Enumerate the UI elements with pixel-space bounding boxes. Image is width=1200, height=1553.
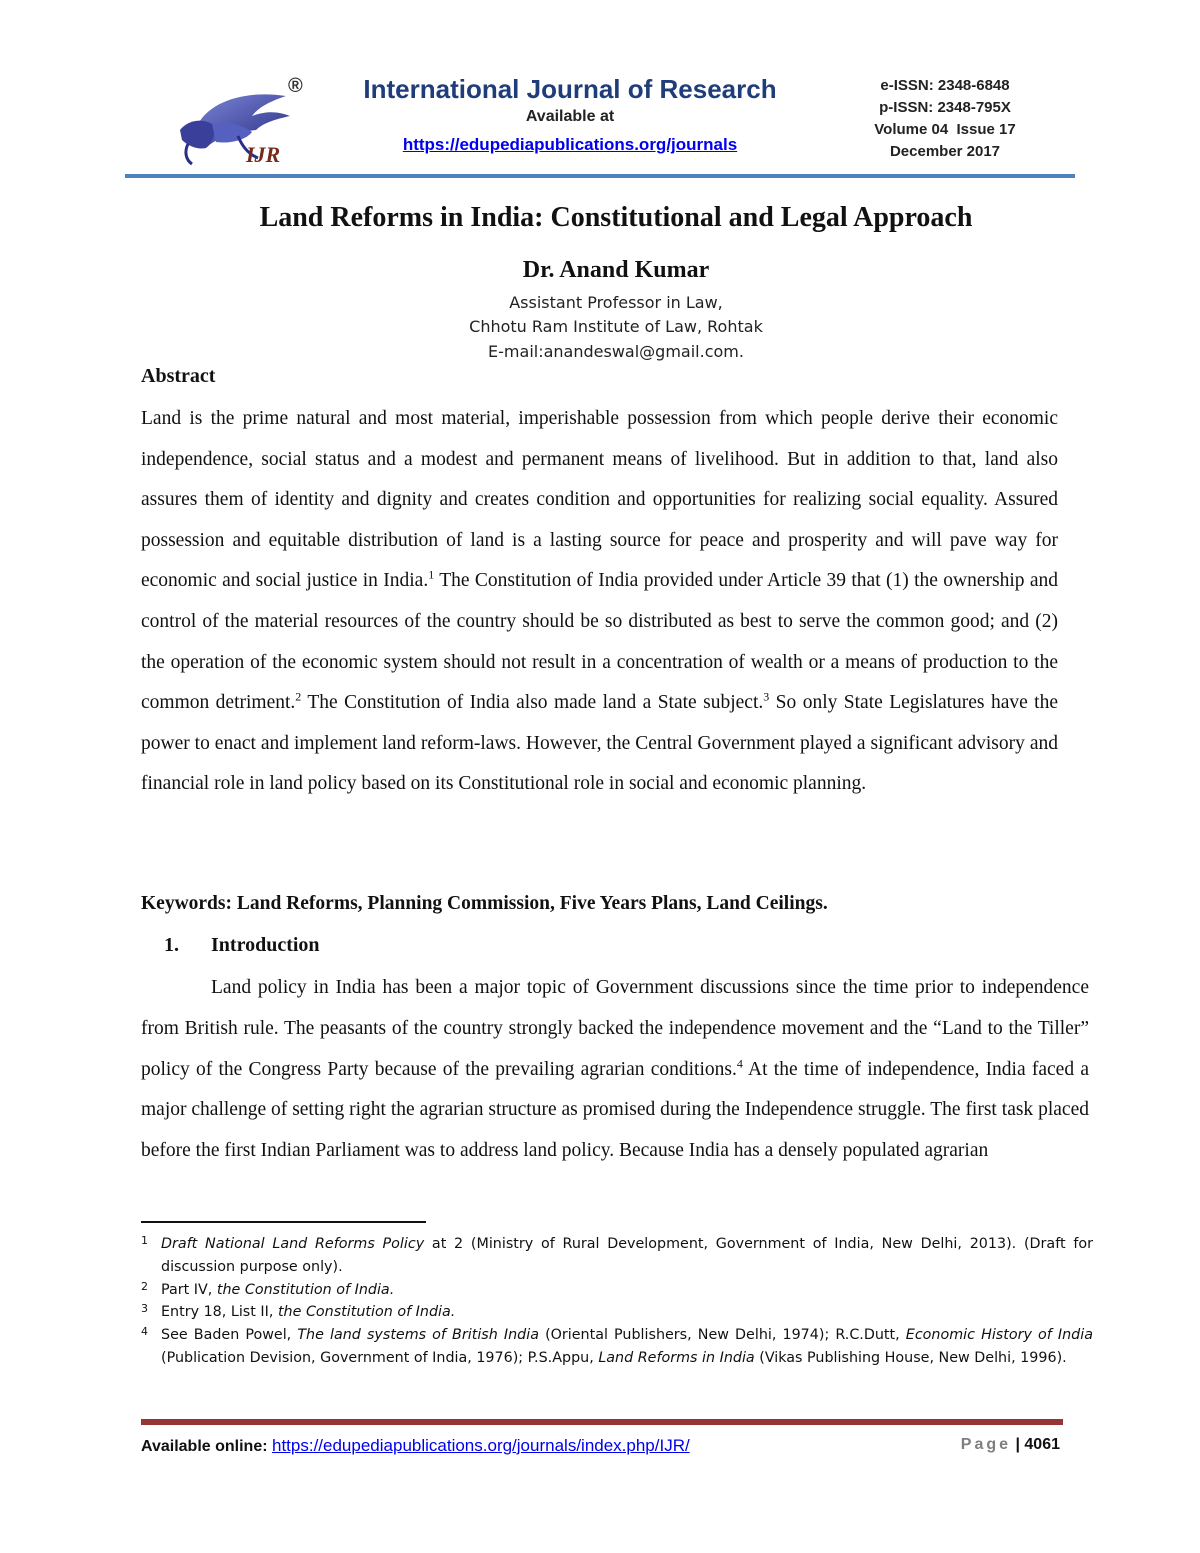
section-number: 1. bbox=[164, 934, 179, 956]
section-title: Introduction bbox=[211, 934, 320, 956]
section-heading-introduction bbox=[164, 934, 320, 957]
page-indicator bbox=[961, 1436, 1060, 1454]
author-institution: Chhotu Ram Institute of Law, Rohtak bbox=[469, 317, 763, 336]
footnote-ref-2[interactable]: 2 bbox=[295, 689, 302, 704]
abstract-text-1: Land is the prime natural and most material, imperishable possession from which people derive their economic independence, social status and a modest and permanent means of livelihood. But in addition to that, land also assures them of identity and dignity and creates condition and opportunities for realizing social equality. Assured possession and equitable distribution of land is a lasting source for peace and prosperity and will pave way for economic and social justice in India. bbox=[141, 408, 1058, 592]
page-number: 4061 bbox=[1024, 1436, 1060, 1453]
footnote-text: at 2 (Ministry of Rural Development, Government of India, New Delhi, 2013). (Draft for discussion purpose only). bbox=[161, 1236, 1093, 1275]
issn-block bbox=[840, 75, 1050, 163]
issue-date: December 2017 bbox=[889, 143, 1001, 160]
intro-text-1: Land policy in India has been a major topic of Government discussions since the time prior to independence from British rule. The peasants of the country strongly backed the independence movement and the “Land to the Tiller” policy of the Congress Party because of the prevailing agrarian conditions. bbox=[141, 977, 1089, 1080]
winged-horse-logo-icon bbox=[168, 70, 318, 170]
journal-url-link[interactable]: https://edupediapublications.org/journals bbox=[402, 135, 738, 154]
footnote-text: (Oriental Publishers, New Delhi, 1974); R.C.Dutt, bbox=[538, 1327, 906, 1344]
footnote-number: 1 bbox=[141, 1234, 148, 1247]
introduction-paragraph bbox=[141, 968, 1089, 1172]
footnote-text: Entry 18, List II, bbox=[161, 1304, 278, 1321]
abstract-heading: Abstract bbox=[141, 365, 216, 387]
footnote-text: Part IV, bbox=[161, 1281, 217, 1298]
footnote-number: 2 bbox=[141, 1279, 148, 1293]
volume-issue: Volume 04 Issue 17 bbox=[874, 121, 1016, 138]
footnotes bbox=[141, 1233, 1093, 1370]
footnote-3 bbox=[141, 1301, 1093, 1324]
footnote-separator bbox=[141, 1221, 426, 1223]
footer-label: Available online: bbox=[141, 1438, 272, 1455]
logo-text: IJR bbox=[246, 142, 281, 167]
registered-mark-icon: ® bbox=[288, 75, 303, 97]
abstract-text-4: So only State Legislatures have the power to enact and implement land reform-laws. However, the Central Government played a significant advisory and financial role in land policy based on its Constitutional role in social and economic planning. bbox=[141, 692, 1059, 795]
intro-text-2: At the time of independence, India faced a major challenge of setting right the agrarian structure as promised during the Independence struggle. The first task placed before the first Indian Parliament was to address land policy. Because India has a densely populated agrarian bbox=[141, 1058, 1089, 1162]
footnote-number: 4 bbox=[141, 1325, 148, 1339]
paper-title: Land Reforms in India: Constitutional and Legal Approach bbox=[259, 202, 973, 233]
author-name: Dr. Anand Kumar bbox=[522, 257, 710, 283]
footnote-italic: the Constitution of India. bbox=[277, 1304, 456, 1321]
footnote-number: 3 bbox=[141, 1302, 148, 1316]
footnote-italic: Land Reforms in India bbox=[598, 1349, 755, 1366]
footnote-ref-3[interactable]: 3 bbox=[763, 689, 770, 704]
eissn: e-ISSN: 2348-6848 bbox=[880, 77, 1010, 94]
footnote-text: See Baden Powel, bbox=[161, 1327, 298, 1344]
footnote-italic: The land systems of British India bbox=[297, 1327, 539, 1344]
footnote-italic: Economic History of India bbox=[905, 1327, 1093, 1344]
abstract-text-3: The Constitution of India also made land a State subject. bbox=[301, 692, 764, 714]
available-at-label: Available at bbox=[525, 108, 615, 125]
footer-url-link[interactable]: https://edupediapublications.org/journals/index.php/IJR/ bbox=[272, 1436, 690, 1455]
footnote-ref-4[interactable]: 4 bbox=[736, 1056, 743, 1071]
footer-available-online bbox=[141, 1436, 690, 1456]
header-divider bbox=[125, 174, 1075, 178]
pissn: p-ISSN: 2348-795X bbox=[879, 99, 1011, 116]
footnote-1 bbox=[141, 1233, 1093, 1279]
author-email: E-mail:anandeswal@gmail.com. bbox=[488, 342, 744, 361]
abstract-text-2: The Constitution of India provided under Article 39 that (1) the ownership and control of the material resources of the country should be so distributed as best to serve the common good; and (2) the operation of the economic system should not result in a concentration of wealth or a means of production to the common detriment. bbox=[141, 570, 1058, 714]
keywords: Keywords: Land Reforms, Planning Commission, Five Years Plans, Land Ceilings. bbox=[141, 893, 828, 914]
journal-title: International Journal of Research bbox=[363, 74, 777, 104]
page-word: Page bbox=[960, 1436, 1012, 1453]
footnote-ref-1[interactable]: 1 bbox=[428, 567, 435, 582]
footnote-italic: the Constitution of India. bbox=[216, 1281, 395, 1298]
footnote-text: (Vikas Publishing House, New Delhi, 1996). bbox=[754, 1349, 1067, 1366]
footer-divider bbox=[141, 1419, 1063, 1425]
footnote-text: (Publication Devision, Government of India, 1976); P.S.Appu, bbox=[161, 1349, 599, 1366]
author-position: Assistant Professor in Law, bbox=[509, 293, 723, 312]
footnote-4 bbox=[141, 1324, 1093, 1370]
abstract-paragraph bbox=[141, 399, 1058, 805]
page-separator: | bbox=[1011, 1436, 1025, 1453]
footnote-italic: Draft National Land Reforms Policy bbox=[161, 1236, 425, 1252]
journal-logo bbox=[168, 70, 318, 170]
footnote-2 bbox=[141, 1279, 1093, 1302]
